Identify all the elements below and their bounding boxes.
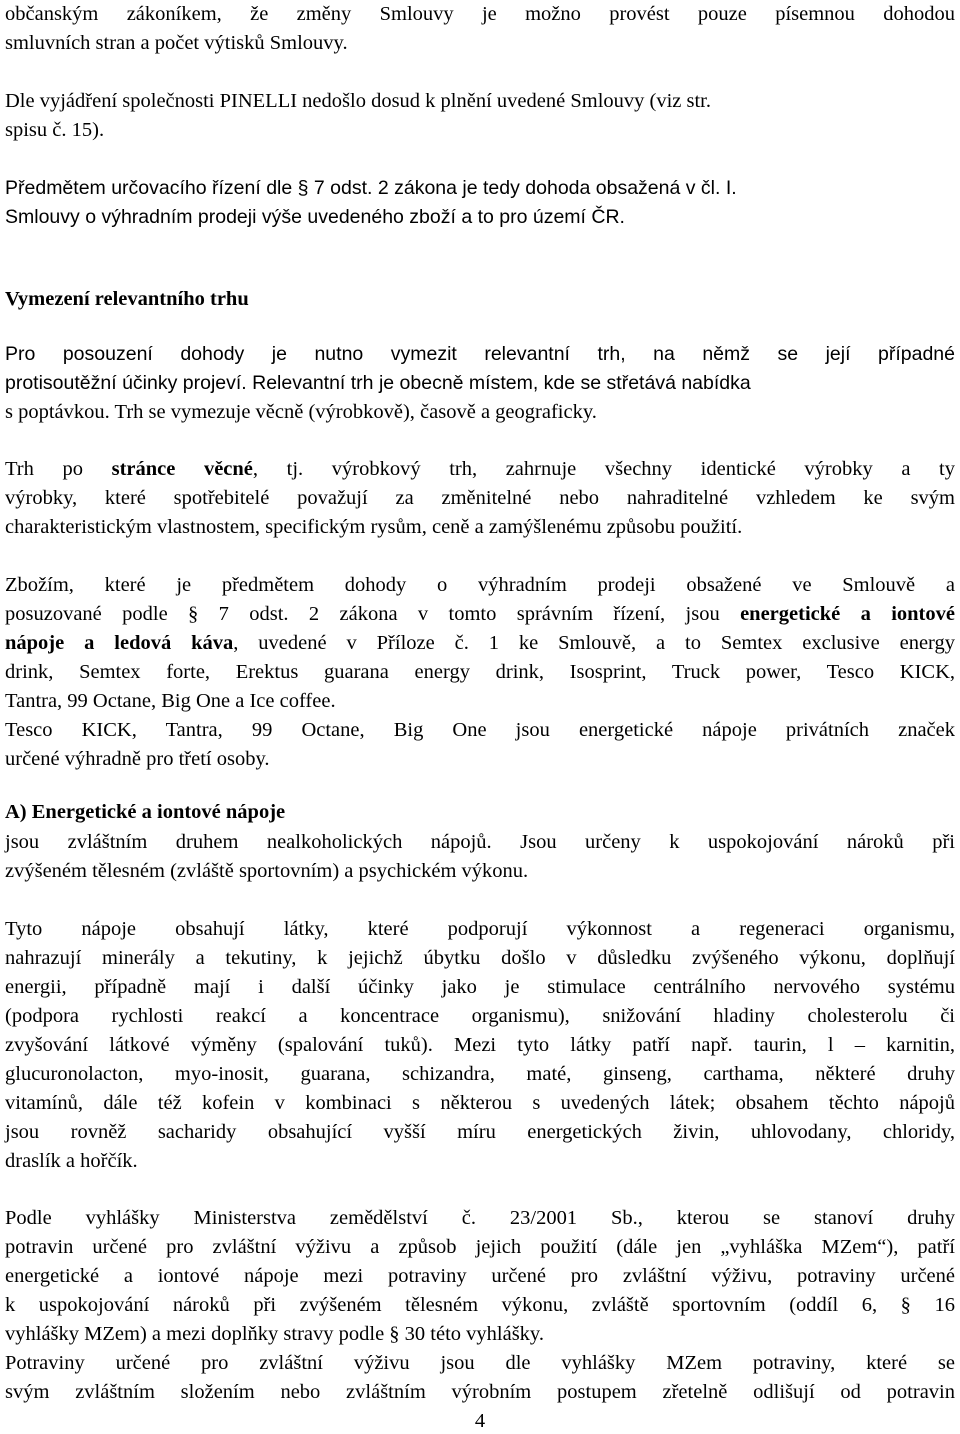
text-run: určené výhradně pro třetí osoby.	[5, 748, 270, 770]
text-line	[5, 1291, 955, 1320]
text-line	[5, 455, 955, 484]
bold-text: A) Energetické a iontové nápoje	[5, 801, 286, 823]
text-line	[5, 29, 955, 58]
text-line	[5, 745, 955, 774]
text-run: Trh po	[5, 458, 112, 480]
text-run: vitamínů, dále též kofein v kombinaci s některou s uvedených látek; obsahem těchto nápojů	[5, 1092, 955, 1114]
text-line	[5, 1349, 955, 1378]
text-run: , uvedené v Příloze č. 1 ke Smlouvě, a to Semtex exclusive energy	[233, 632, 955, 654]
text-run: Relevantní trh je obecně místem, kde se střetává nabídka	[252, 372, 751, 394]
text-line	[5, 87, 955, 116]
text-line	[5, 716, 955, 745]
text-line	[5, 915, 955, 944]
text-line	[5, 1089, 955, 1118]
text-run: drink, Semtex forte, Erektus guarana energy drink, Isosprint, Truck power, Tesco KICK,	[5, 661, 955, 683]
text-run: draslík a hořčík.	[5, 1150, 138, 1172]
text-line	[5, 857, 955, 886]
text-run: posuzované podle § 7 odst. 2 zákona v tomto správním řízení, jsou	[5, 603, 741, 625]
text-run: protisoutěžní účinky projeví.	[5, 372, 253, 394]
text-line	[5, 203, 955, 232]
text-run: Pro posouzení dohody je nutno vymezit relevantní trh, na němž se její případné	[5, 343, 955, 365]
text-run: jsou rovněž sacharidy obsahující vyšší míru energetických živin, uhlovodany, chloridy,	[5, 1121, 955, 1143]
text-run: Smlouvy o výhradním prodeji výše uvedeného zboží a to pro území ČR.	[5, 206, 625, 228]
text-line	[5, 1060, 955, 1089]
text-run: Tantra, 99 Octane, Big One a Ice coffee.	[5, 690, 336, 712]
text-line	[5, 1118, 955, 1147]
text-line	[5, 484, 955, 513]
text-run: občanským zákoníkem, že změny Smlouvy je možno provést pouze písemnou dohodou	[5, 3, 955, 25]
text-line	[5, 1147, 955, 1176]
text-run: energetické a iontové nápoje mezi potraviny určené pro zvláštní výživu, potraviny určené	[5, 1265, 955, 1287]
text-run: , tj. výrobkový trh, zahrnuje všechny identické výrobky a ty	[252, 458, 955, 480]
text-run: Potraviny určené pro zvláštní výživu jsou dle vyhlášky MZem potraviny, které se	[5, 1352, 955, 1374]
text-line	[5, 116, 955, 145]
text-run: výrobky, které spotřebitelé považují za změnitelné nebo nahraditelné vzhledem ke svým	[5, 487, 955, 509]
text-run: (podpora rychlosti reakcí a koncentrace organismu), snižování hladiny cholesterolu či	[5, 1005, 955, 1027]
text-line	[5, 1320, 955, 1349]
text-line	[5, 973, 955, 1002]
text-run: nahrazují minerály a tekutiny, k jejichž úbytku došlo v důsledku zvýšeného výkonu, doplňují	[5, 947, 955, 969]
text-run: energii, případně mají i další účinky jako je stimulace centrálního nervového systému	[5, 976, 955, 998]
text-run: Podle vyhlášky Ministerstva zemědělství č. 23/2001 Sb., kterou se stanoví druhy	[5, 1207, 955, 1229]
text-line	[5, 0, 955, 29]
text-line	[5, 174, 955, 203]
text-run: k uspokojování nároků při zvýšeném tělesném výkonu, zvláště sportovním (oddíl 6, § 16	[5, 1294, 955, 1316]
text-run: Zbožím, které je předmětem dohody o výhradním prodeji obsažené ve Smlouvě a	[5, 574, 955, 596]
text-run: charakteristickým vlastnostem, specifickým rysům, ceně a zamýšlenému způsobu použití.	[5, 516, 743, 538]
text-line	[5, 798, 955, 827]
text-run: Dle vyjádření společnosti PINELLI nedošlo dosud k plnění uvedené Smlouvy (viz str.	[5, 90, 711, 112]
bold-text: energetické a iontové	[740, 603, 955, 625]
text-run: Tesco KICK, Tantra, 99 Octane, Big One jsou energetické nápoje privátních značek	[5, 719, 955, 741]
text-line	[5, 1233, 955, 1262]
text-line	[5, 1002, 955, 1031]
text-line	[5, 571, 955, 600]
text-line	[5, 285, 955, 314]
text-line	[5, 398, 955, 427]
text-line	[5, 369, 955, 398]
text-run: spisu č. 15).	[5, 119, 105, 141]
bold-text: nápoje a ledová káva	[5, 632, 234, 654]
text-run: Tyto nápoje obsahují látky, které podporují výkonnost a regeneraci organismu,	[5, 918, 955, 940]
text-run: jsou zvláštním druhem nealkoholických nápojů. Jsou určeny k uspokojování nároků při	[5, 831, 955, 853]
text-run: svým zvláštním složením nebo zvláštním výrobním postupem zřetelně odlišují od potravin	[5, 1381, 955, 1403]
text-run: smluvních stran a počet výtisků Smlouvy.	[5, 32, 348, 54]
text-line	[5, 1262, 955, 1291]
text-line	[5, 687, 955, 716]
text-line	[5, 600, 955, 629]
text-line	[5, 944, 955, 973]
text-line	[5, 828, 955, 857]
text-run: zvyšování látkové výměny (spalování tuků). Mezi tyto látky patří např. taurin, l – karnitin,	[5, 1034, 955, 1056]
page-number: 4	[474, 1410, 486, 1432]
text-line	[5, 1031, 955, 1060]
text-run: s poptávkou. Trh se vymezuje věcně (výrobkově), časově a geograficky.	[5, 401, 597, 423]
text-line	[5, 1204, 955, 1233]
bold-text: Vymezení relevantního trhu	[5, 288, 249, 310]
text-line	[5, 629, 955, 658]
text-line	[5, 340, 955, 369]
text-run: Předmětem určovacího řízení dle § 7 odst. 2 zákona je tedy dohoda obsažená v čl. I.	[5, 177, 737, 199]
bold-text: stránce věcné	[111, 458, 253, 480]
text-run: glucuronolacton, myo-inosit, guarana, schizandra, maté, ginseng, carthama, některé druhy	[5, 1063, 955, 1085]
text-line	[5, 513, 955, 542]
text-run: zvýšeném tělesném (zvláště sportovním) a psychickém výkonu.	[5, 860, 529, 882]
text-line	[5, 658, 955, 687]
text-line	[5, 1378, 955, 1407]
text-run: potravin určené pro zvláštní výživu a způsob jejich použití (dále jen „vyhláška MZem“), patří	[5, 1236, 955, 1258]
text-run: vyhlášky MZem) a mezi doplňky stravy podle § 30 této vyhlášky.	[5, 1323, 544, 1345]
